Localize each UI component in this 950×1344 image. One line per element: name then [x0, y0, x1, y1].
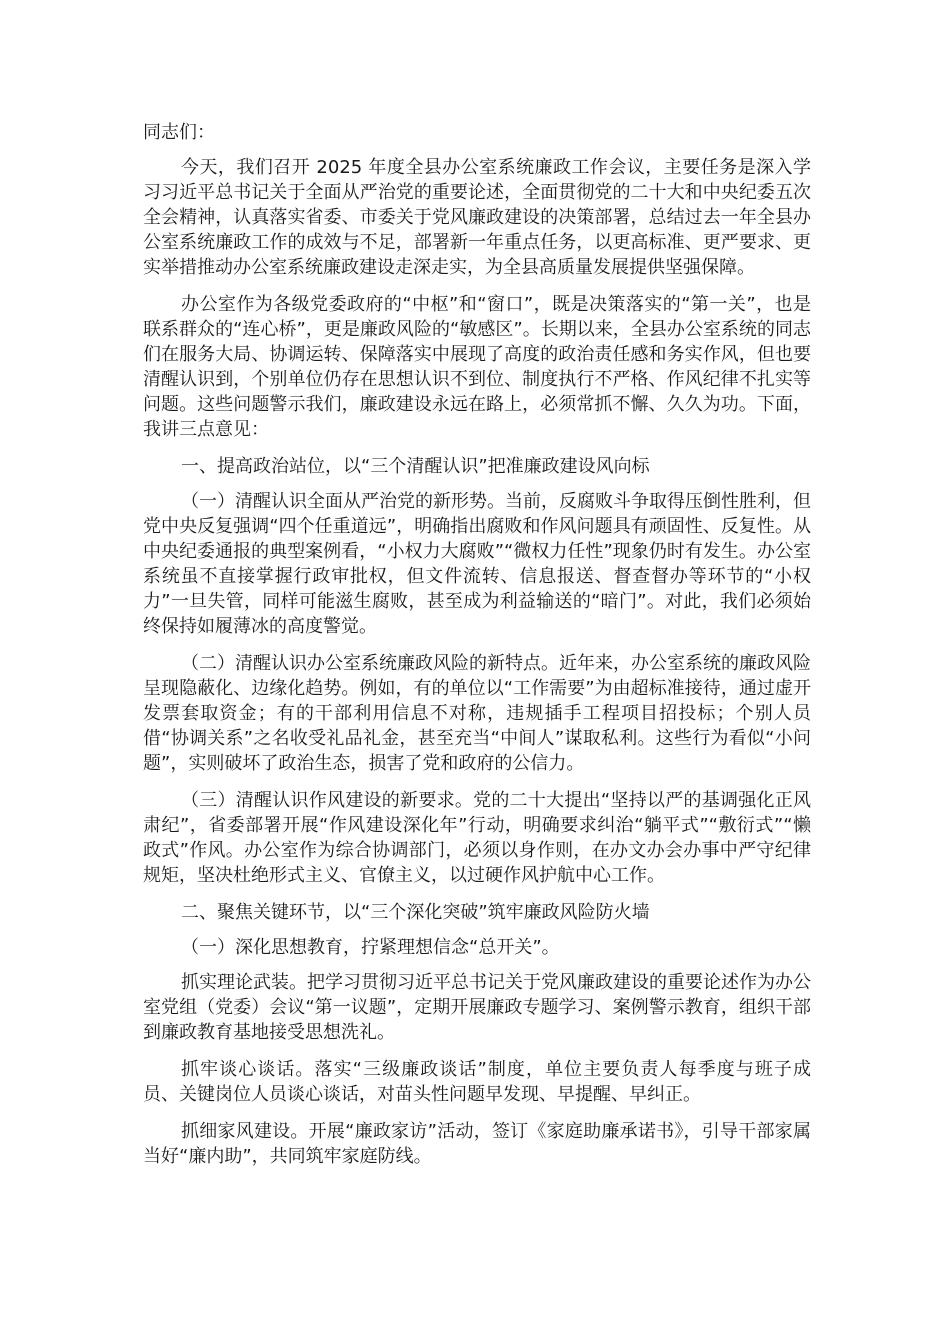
greeting: 同志们： — [143, 122, 215, 143]
section-heading-2: 二、聚焦关键环节，以“三个深化突破”筑牢廉政风险防火墙 — [181, 902, 650, 923]
paragraph-talks: 抓牢谈心谈话。落实“三级廉政谈话”制度，单位主要负责人每季度与班子成员、关键岗位人员谈心谈话，对苗头性问题早发现、早提醒、早纠正。 — [143, 1059, 811, 1105]
section-heading-1: 一、提高政治站位，以“三个清醒认识”把准廉政建设风向标 — [181, 456, 650, 477]
paragraph-theory: 抓实理论武装。把学习贯彻习近平总书记关于党风廉政建设的重要论述作为办公室党组（党委）会议“第一议题”，定期开展廉政专题学习、案例警示教育，组织干部到廉政教育基地接受思想洗礼。 — [143, 972, 811, 1043]
paragraph-intro: 今天，我们召开 2025 年度全县办公室系统廉政工作会议，主要任务是深入学习习近平总书记关于全面从严治党的重要论述，全面贯彻党的二十大和中央纪委五次全会精神，认真落实省委、市委关于党风廉政建设的决策部署，总结过去一年全县办公室系统廉政工作的成效与不足，部署新一年重点任务，以更高标准、更严要求、更实举措推动办公室系统廉政建设走深走实，为全县高质量发展提供坚强保障。 — [143, 157, 811, 278]
subsection-heading-2-1: （一）深化思想教育，拧紧理想信念“总开关”。 — [181, 937, 560, 958]
subsection-1-2: （二）清醒认识办公室系统廉政风险的新特点。近年来，办公室系统的廉政风险呈现隐蔽化、边缘化趋势。例如，有的单位以“工作需要”为由超标准接待，通过虚开发票套取资金；有的干部利用信息不对称，违规插手工程项目招投标；个别人员借“协调关系”之名收受礼品礼金，甚至充当“中间人”谋取私利。这些行为看似“小问题”，实则破坏了政治生态，损害了党和政府的公信力。 — [143, 653, 811, 774]
subsection-1-1: （一）清醒认识全面从严治党的新形势。当前，反腐败斗争取得压倒性胜利，但党中央反复强调“四个任重道远”，明确指出腐败和作风问题具有顽固性、反复性。从中央纪委通报的典型案例看，“小权力大腐败”“微权力任性”现象仍时有发生。办公室系统虽不直接掌握行政审批权，但文件流转、信息报送、督查督办等环节的“小权力”一旦失管，同样可能滋生腐败，甚至成为利益输送的“暗门”。对此，我们必须始终保持如履薄冰的高度警觉。 — [143, 491, 811, 637]
subsection-1-3: （三）清醒认识作风建设的新要求。党的二十大提出“坚持以严的基调强化正风肃纪”，省委部署开展“作风建设深化年”行动，明确要求纠治“躺平式”“敷衍式”“懒政式”作风。办公室作为综合协调部门，必须以身作则，在办文办会办事中严守纪律规矩，坚决杜绝形式主义、官僚主义，以过硬作风护航中心工作。 — [143, 790, 811, 886]
paragraph-family: 抓细家风建设。开展“廉政家访”活动，签订《家庭助廉承诺书》，引导干部家属当好“廉内助”，共同筑牢家庭防线。 — [143, 1121, 811, 1167]
paragraph-background: 办公室作为各级党委政府的“中枢”和“窗口”，既是决策落实的“第一关”，也是联系群众的“连心桥”，更是廉政风险的“敏感区”。长期以来，全县办公室系统的同志们在服务大局、协调运转、保障落实中展现了高度的政治责任感和务实作风，但也要清醒认识到，个别单位仍存在思想认识不到位、制度执行不严格、作风纪律不扎实等问题。这些问题警示我们，廉政建设永远在路上，必须常抓不懈、久久为功。下面，我讲三点意见： — [143, 294, 811, 440]
document-body — [143, 120, 811, 1181]
